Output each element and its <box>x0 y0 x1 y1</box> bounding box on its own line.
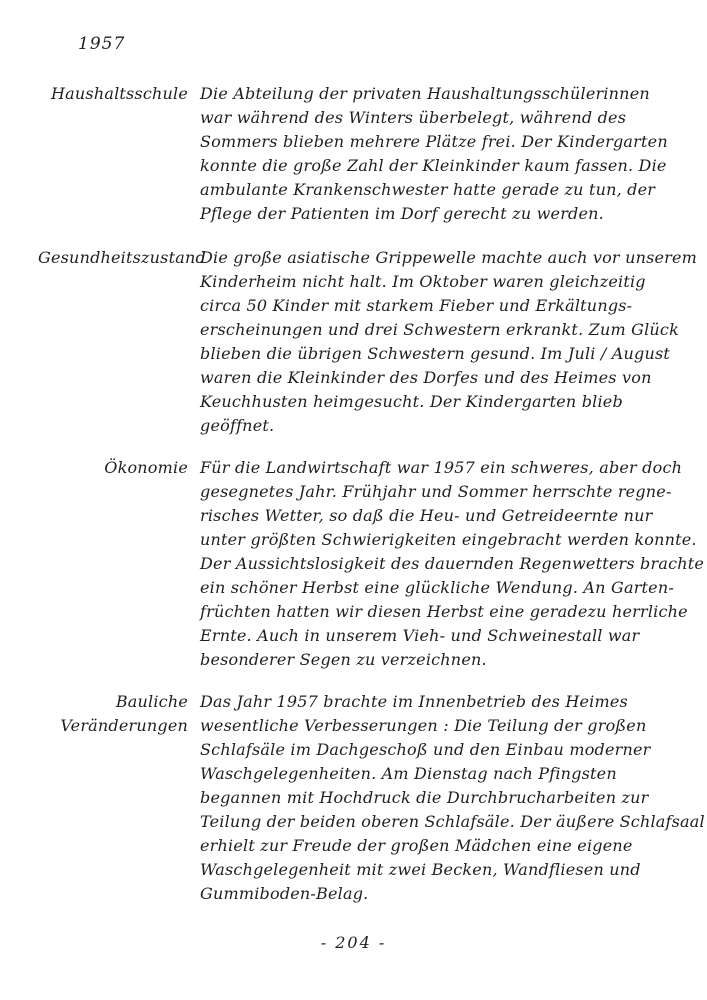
text-line: Kinderheim nicht halt. Im Oktober waren gleichzeitig <box>200 272 646 291</box>
section-paragraph <box>200 246 698 438</box>
text-line: erscheinungen und drei Schwestern erkrankt. Zum Glück <box>200 320 679 339</box>
text-line: besonderer Segen zu verzeichnen. <box>200 650 487 669</box>
text-line: risches Wetter, so daß die Heu- und Getreideernte nur <box>200 506 653 525</box>
section-label <box>38 246 206 270</box>
text-line: gesegnetes Jahr. Frühjahr und Sommer herrschte regne- <box>200 482 672 501</box>
text-line: ein schöner Herbst eine glückliche Wendung. An Garten- <box>200 578 674 597</box>
label-line: Gesundheitszustand <box>38 248 206 267</box>
text-line: Keuchhusten heimgesucht. Der Kindergarten blieb <box>200 392 623 411</box>
section-label <box>38 690 188 738</box>
page-number: - 204 - <box>320 933 387 952</box>
text-line: circa 50 Kinder mit starkem Fieber und Erkältungs- <box>200 296 633 315</box>
text-line: geöffnet. <box>200 416 275 435</box>
text-line: blieben die übrigen Schwestern gesund. Im Juli / August <box>200 344 670 363</box>
text-line: konnte die große Zahl der Kleinkinder kaum fassen. Die <box>200 156 667 175</box>
year-header: 1957 <box>78 34 126 54</box>
text-line: Das Jahr 1957 brachte im Innenbetrieb des Heimes <box>200 692 628 711</box>
label-line: Bauliche <box>115 692 188 711</box>
label-line: Haushaltsschule <box>51 84 188 103</box>
label-line: Veränderungen <box>60 716 188 735</box>
text-line: Teilung der beiden oberen Schlafsäle. Der äußere Schlafsaal <box>200 812 705 831</box>
text-line: Gummiboden-Belag. <box>200 884 369 903</box>
text-line: früchten hatten wir diesen Herbst eine geradezu herrliche <box>200 602 688 621</box>
section-paragraph <box>200 82 680 226</box>
label-line: Ökonomie <box>104 458 188 477</box>
text-line: Waschgelegenheiten. Am Dienstag nach Pfingsten <box>200 764 617 783</box>
text-line: Schlafsäle im Dachgeschoß und den Einbau moderner <box>200 740 651 759</box>
text-line: Die große asiatische Grippewelle machte auch vor unserem <box>200 248 698 267</box>
text-line: war während des Winters überbelegt, während des <box>200 108 627 127</box>
text-line: Die Abteilung der privaten Haushaltungsschülerinnen <box>200 84 650 103</box>
text-line: Für die Landwirtschaft war 1957 ein schweres, aber doch <box>200 458 683 477</box>
text-line: Pflege der Patienten im Dorf gerecht zu werden. <box>200 204 604 223</box>
section-label <box>38 82 188 106</box>
section-paragraph <box>200 456 705 672</box>
text-line: Sommers blieben mehrere Plätze frei. Der Kindergarten <box>200 132 668 151</box>
section-label <box>38 456 188 480</box>
section-paragraph <box>200 690 705 906</box>
text-line: unter größten Schwierigkeiten eingebracht werden konnte. <box>200 530 697 549</box>
text-line: wesentliche Verbesserungen : Die Teilung der großen <box>200 716 647 735</box>
text-line: Waschgelegenheit mit zwei Becken, Wandfliesen und <box>200 860 641 879</box>
text-line: begannen mit Hochdruck die Durchbrucharbeiten zur <box>200 788 649 807</box>
text-line: Ernte. Auch in unserem Vieh- und Schweinestall war <box>200 626 640 645</box>
text-line: erhielt zur Freude der großen Mädchen eine eigene <box>200 836 633 855</box>
text-line: ambulante Krankenschwester hatte gerade zu tun, der <box>200 180 656 199</box>
text-line: Der Aussichtslosigkeit des dauernden Regenwetters brachte <box>200 554 705 573</box>
text-line: waren die Kleinkinder des Dorfes und des Heimes von <box>200 368 652 387</box>
